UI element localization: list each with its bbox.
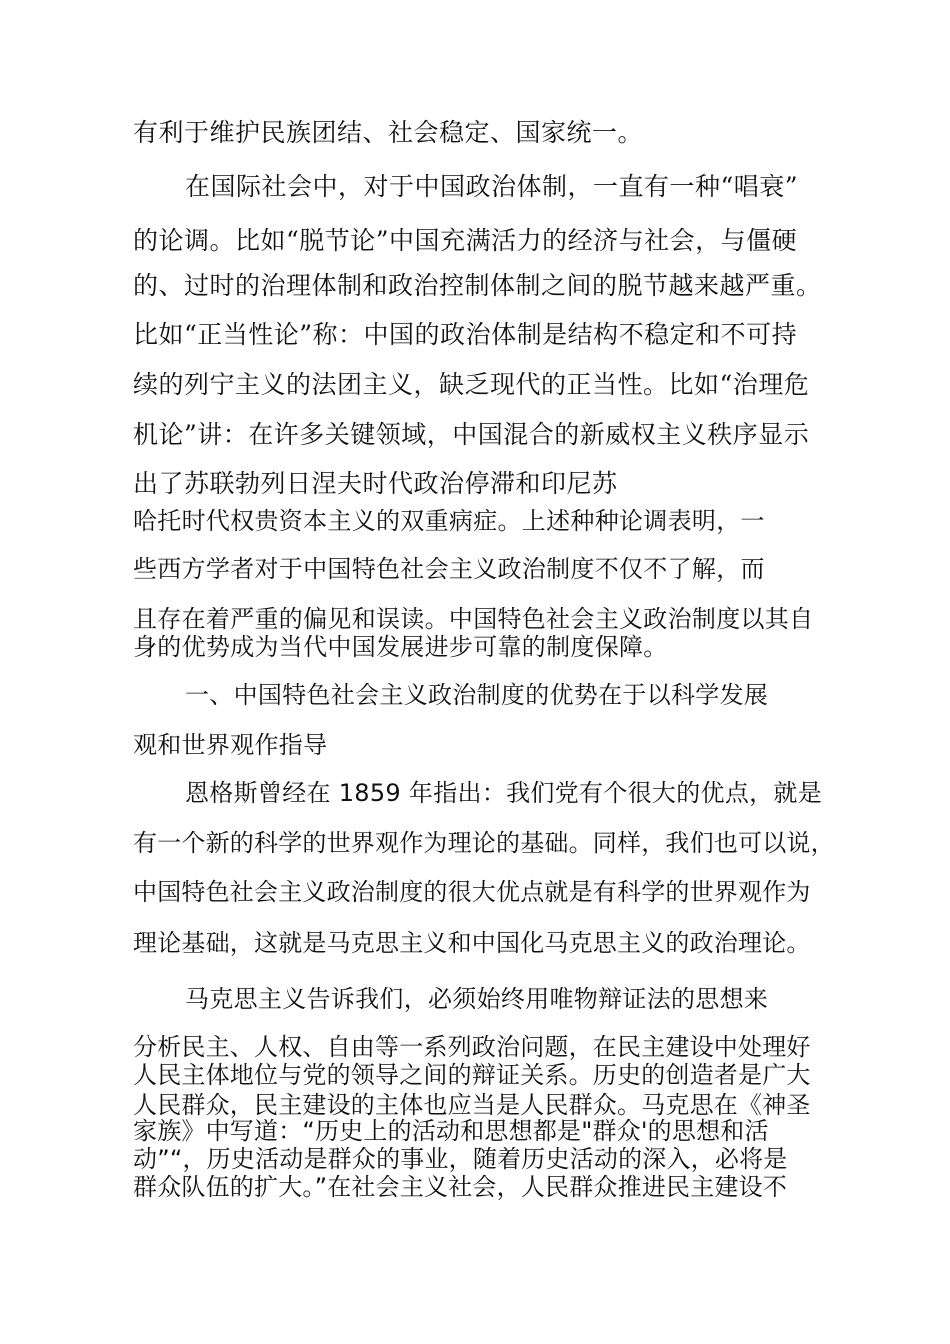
text-line: 群众队伍的扩大。”在社会主义社会，人民群众推进民主建设不 bbox=[133, 1173, 788, 1201]
paragraph-start-line: 马克思主义告诉我们，必须始终用唯物辩证法的思想来 bbox=[185, 985, 769, 1013]
text-line: 比如“正当性论”称：中国的政治体制是结构不稳定和不可持 bbox=[133, 320, 798, 349]
text-line: 哈托时代权贵资本主义的双重病症。上述种种论调表明，一 bbox=[133, 507, 765, 535]
paragraph-start-line: 在国际社会中，对于中国政治体制，一直有一种“唱衰” bbox=[185, 172, 799, 201]
text-line: 且存在着严重的偏见和误读。中国特色社会主义政治制度以其自 bbox=[133, 605, 814, 633]
text-line: 动”“，历史活动是群众的事业，随着历史活动的深入，必将是 bbox=[133, 1145, 788, 1173]
paragraph-start-line: 恩格斯曾经在 1859 年指出：我们党有个很大的优点，就是 bbox=[185, 779, 823, 807]
text-line: 身的优势成为当代中国发展进步可靠的制度保障。 bbox=[133, 633, 668, 661]
text-line: 人民主体地位与党的领导之间的辩证关系。历史的创造者是广大 bbox=[133, 1061, 811, 1089]
text-line: 出了苏联勃列日涅夫时代政治停滞和印尼苏 bbox=[133, 469, 618, 498]
text-line: 分析民主、人权、自由等一系列政治问题，在民主建设中处理好 bbox=[133, 1033, 811, 1061]
text-line: 续的列宁主义的法团主义，缺乏现代的正当性。比如“治理危 bbox=[133, 370, 810, 399]
text-line: 的论调。比如“脱节论”中国充满活力的经济与社会，与僵硬 bbox=[133, 226, 798, 255]
text-line: 有利于维护民族团结、社会稳定、国家统一。 bbox=[133, 118, 644, 147]
text-line: 有一个新的科学的世界观作为理论的基础。同样，我们也可以说， bbox=[133, 829, 835, 857]
section-heading-continuation: 观和世界观作指导 bbox=[133, 731, 328, 759]
text-line: 中国特色社会主义政治制度的很大优点就是有科学的世界观作为 bbox=[133, 878, 811, 906]
text-line: 家族》中写道：“历史上的活动和思想都是"群众'的思想和活 bbox=[133, 1117, 769, 1145]
text-line: 理论基础，这就是马克思主义和中国化马克思主义的政治理论。 bbox=[133, 929, 811, 957]
text-line: 机论”讲：在许多关键领域，中国混合的新威权主义秩序显示 bbox=[133, 420, 810, 449]
text-line: 的、过时的治理体制和政治控制体制之间的脱节越来越严重。 bbox=[133, 271, 822, 300]
section-heading: 一、中国特色社会主义政治制度的优势在于以科学发展 bbox=[185, 681, 769, 709]
text-line: 些西方学者对于中国特色社会主义政治制度不仅不了解，而 bbox=[133, 555, 765, 583]
text-line: 人民群众，民主建设的主体也应当是人民群众。马克思在《神圣 bbox=[133, 1091, 811, 1119]
